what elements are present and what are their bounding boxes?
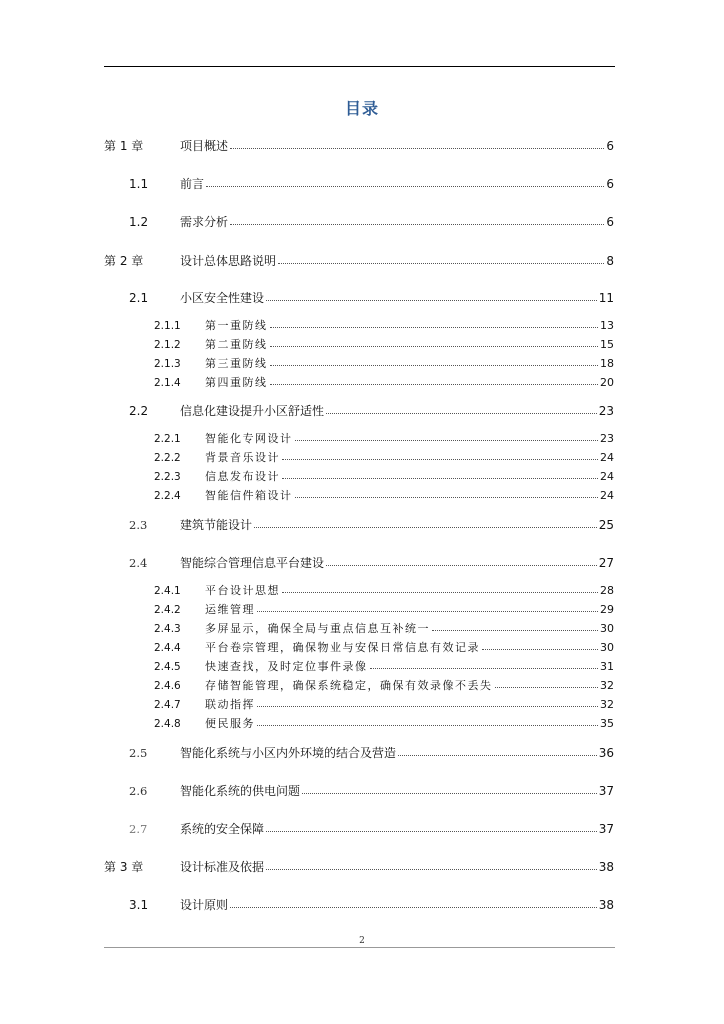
- toc-entry-label: 建筑节能设计: [180, 518, 253, 532]
- toc-entry-page: 13: [599, 317, 614, 335]
- toc-entry-number: 2.2.2: [154, 452, 181, 464]
- toc-entry-2-4-7[interactable]: [104, 696, 614, 714]
- toc-entry-number: 2.1.4: [154, 377, 181, 389]
- toc-leader-dots: [270, 346, 599, 347]
- toc-entry-label: 设计原则: [180, 898, 229, 912]
- toc-leader-dots: [326, 565, 597, 566]
- toc-entry-page: 25: [598, 518, 614, 532]
- toc-leader-dots: [266, 869, 597, 870]
- toc-entry-label: 小区安全性建设: [180, 291, 265, 305]
- toc-entry-label: 第二重防线: [205, 336, 269, 354]
- toc-leader-dots: [295, 440, 599, 441]
- toc-leader-dots: [206, 186, 604, 187]
- toc-entry-2-1-2[interactable]: [104, 336, 614, 354]
- toc-leader-dots: [302, 793, 597, 794]
- toc-entry-page: 6: [606, 177, 614, 191]
- toc-entry-1-2[interactable]: [104, 213, 614, 231]
- toc-entry-2-4-3[interactable]: [104, 620, 614, 638]
- toc-entry-2-4-1[interactable]: [104, 582, 614, 600]
- toc-entry-page: 15: [599, 336, 614, 354]
- toc-entry-page: 20: [599, 374, 614, 392]
- toc-entry-number: 2.4.4: [154, 642, 181, 654]
- toc-entry-2-2-1[interactable]: [104, 430, 614, 448]
- toc-entry-number: 2.3: [129, 518, 148, 532]
- toc-entry-1-1[interactable]: [104, 175, 614, 193]
- toc-entry-label: 智能化系统与小区内外环境的结合及营造: [180, 746, 397, 760]
- toc-entry-page: 23: [598, 404, 614, 418]
- toc-entry-label: 联动指挥: [205, 696, 256, 714]
- toc-entry-2-5[interactable]: [104, 744, 614, 762]
- toc-entry-2-4-8[interactable]: [104, 715, 614, 733]
- toc-entry-page: 29: [599, 601, 614, 619]
- toc-entry-label: 系统的安全保障: [180, 822, 265, 836]
- toc-entry-number: 第 1 章: [104, 139, 144, 153]
- toc-entry-page: 38: [598, 860, 614, 874]
- toc-entry-label: 第一重防线: [205, 317, 269, 335]
- toc-entry-page: 38: [598, 898, 614, 912]
- toc-leader-dots: [398, 755, 597, 756]
- toc-entry-label: 项目概述: [180, 139, 229, 153]
- toc-entry-2-4-6[interactable]: [104, 677, 614, 695]
- toc-entry-page: 6: [606, 139, 614, 153]
- toc-entry-number: 2.5: [129, 746, 148, 760]
- toc-entry-number: 第 3 章: [104, 860, 144, 874]
- toc-entry-page: 36: [598, 746, 614, 760]
- toc-entry-label: 智能综合管理信息平台建设: [180, 556, 325, 570]
- toc-entry-2-1-1[interactable]: [104, 317, 614, 335]
- toc-leader-dots: [326, 413, 597, 414]
- toc-entry-page: 28: [599, 582, 614, 600]
- toc-entry-number: 2.2.4: [154, 490, 181, 502]
- toc-leader-dots: [270, 365, 599, 366]
- toc-leader-dots: [257, 611, 598, 612]
- toc-entry-number: 2.1.2: [154, 339, 181, 351]
- toc-entry-2-6[interactable]: [104, 782, 614, 800]
- toc-entry-number: 2.4.3: [154, 623, 181, 635]
- toc-entry-label: 设计标准及依据: [180, 860, 265, 874]
- toc-entry-number: 2.7: [129, 822, 148, 836]
- toc-entry-number: 2.4.2: [154, 604, 181, 616]
- toc-entry-page: 32: [599, 677, 614, 695]
- toc-entry-number: 3.1: [129, 898, 149, 912]
- toc-entry-number: 2.6: [129, 784, 148, 798]
- toc-entry-page: 32: [599, 696, 614, 714]
- toc-entry-number: 2.1: [129, 291, 149, 305]
- toc-entry-page: 37: [598, 784, 614, 798]
- toc-entry-label: 智能化专网设计: [205, 430, 294, 448]
- toc-entry-chapter-3[interactable]: [104, 858, 614, 876]
- toc-entry-page: 24: [599, 449, 614, 467]
- toc-entry-chapter-1[interactable]: [104, 137, 614, 155]
- toc-entry-page: 27: [598, 556, 614, 570]
- toc-entry-number: 2.4.7: [154, 699, 181, 711]
- toc-leader-dots: [266, 300, 597, 301]
- toc-entry-number: 2.1.3: [154, 358, 181, 370]
- toc-entry-label: 智能信件箱设计: [205, 487, 294, 505]
- toc-entry-3-1[interactable]: [104, 896, 614, 914]
- toc-entry-page: 8: [606, 254, 614, 268]
- toc-entry-label: 第四重防线: [205, 374, 269, 392]
- toc-entry-number: 2.4.5: [154, 661, 181, 673]
- toc-leader-dots: [482, 649, 598, 650]
- toc-entry-2-4-5[interactable]: [104, 658, 614, 676]
- toc-leader-dots: [282, 459, 598, 460]
- toc-entry-number: 2.4.6: [154, 680, 181, 692]
- toc-entry-label: 信息发布设计: [205, 468, 281, 486]
- toc-entry-chapter-2[interactable]: [104, 252, 614, 270]
- toc-entry-2-4-2[interactable]: [104, 601, 614, 619]
- toc-leader-dots: [282, 478, 598, 479]
- page-number: 2: [359, 936, 365, 946]
- toc-entry-label: 第三重防线: [205, 355, 269, 373]
- toc-leader-dots: [370, 668, 599, 669]
- toc-entry-label: 需求分析: [180, 215, 229, 229]
- toc-entry-page: 31: [599, 658, 614, 676]
- toc-entry-label: 智能化系统的供电问题: [180, 784, 301, 798]
- toc-entry-number: 2.2: [129, 404, 149, 418]
- toc-leader-dots: [270, 327, 599, 328]
- footer-rule: [104, 947, 615, 948]
- toc-entry-2-2-4[interactable]: [104, 487, 614, 505]
- toc-entry-page: 30: [599, 639, 614, 657]
- toc-entry-label: 便民服务: [205, 715, 256, 733]
- toc-entry-label: 设计总体思路说明: [180, 254, 277, 268]
- toc-entry-page: 6: [606, 215, 614, 229]
- toc-entry-number: 2.1.1: [154, 320, 181, 332]
- toc-entry-number: 2.4.8: [154, 718, 181, 730]
- toc-entry-2-1-4[interactable]: [104, 374, 614, 392]
- toc-entry-label: 平台卷宗管理，确保物业与安保日常信息有效记录: [205, 639, 481, 657]
- toc-entry-page: 24: [599, 487, 614, 505]
- toc-entry-label: 存储智能管理，确保系统稳定，确保有效录像不丢失: [205, 677, 494, 695]
- toc-entry-number: 第 2 章: [104, 254, 144, 268]
- toc-leader-dots: [495, 687, 599, 688]
- toc-entry-2-3[interactable]: [104, 516, 614, 534]
- toc-entry-number: 2.2.1: [154, 433, 181, 445]
- toc-entry-label: 信息化建设提升小区舒适性: [180, 404, 325, 418]
- toc-leader-dots: [432, 630, 598, 631]
- toc-entry-page: 11: [598, 291, 614, 305]
- toc-entry-number: 2.4: [129, 556, 148, 570]
- toc-entry-page: 24: [599, 468, 614, 486]
- toc-entry-2-2[interactable]: [104, 402, 614, 420]
- toc-leader-dots: [230, 224, 604, 225]
- toc-entry-2-4-4[interactable]: [104, 639, 614, 657]
- toc-leader-dots: [254, 527, 597, 528]
- toc-entry-2-2-2[interactable]: [104, 449, 614, 467]
- toc-entry-2-4[interactable]: [104, 554, 614, 572]
- toc-entry-label: 运维管理: [205, 601, 256, 619]
- page-title: 目录: [344, 99, 379, 118]
- toc-entry-number: 1.1: [129, 177, 149, 191]
- toc-leader-dots: [266, 831, 597, 832]
- toc-entry-2-2-3[interactable]: [104, 468, 614, 486]
- toc-entry-label: 背景音乐设计: [205, 449, 281, 467]
- toc-entry-number: 2.4.1: [154, 585, 181, 597]
- toc-leader-dots: [270, 384, 599, 385]
- toc-entry-label: 快速查找，及时定位事件录像: [205, 658, 369, 676]
- toc-entry-page: 23: [599, 430, 614, 448]
- toc-entry-number: 2.2.3: [154, 471, 181, 483]
- toc-entry-2-1[interactable]: [104, 289, 614, 307]
- toc-leader-dots: [230, 907, 597, 908]
- toc-entry-page: 37: [598, 822, 614, 836]
- toc-entry-page: 18: [599, 355, 614, 373]
- toc-entry-label: 平台设计思想: [205, 582, 281, 600]
- toc-entry-page: 30: [599, 620, 614, 638]
- toc-leader-dots: [257, 725, 598, 726]
- toc-leader-dots: [230, 148, 604, 149]
- toc-entry-label: 前言: [180, 177, 205, 191]
- toc-entry-2-7[interactable]: [104, 820, 614, 838]
- toc-leader-dots: [257, 706, 598, 707]
- toc-entry-2-1-3[interactable]: [104, 355, 614, 373]
- toc-leader-dots: [282, 592, 598, 593]
- toc-entry-number: 1.2: [129, 215, 149, 229]
- toc-entry-label: 多屏显示，确保全局与重点信息互补统一: [205, 620, 431, 638]
- toc-leader-dots: [295, 497, 599, 498]
- toc-entry-page: 35: [599, 715, 614, 733]
- toc-leader-dots: [278, 263, 604, 264]
